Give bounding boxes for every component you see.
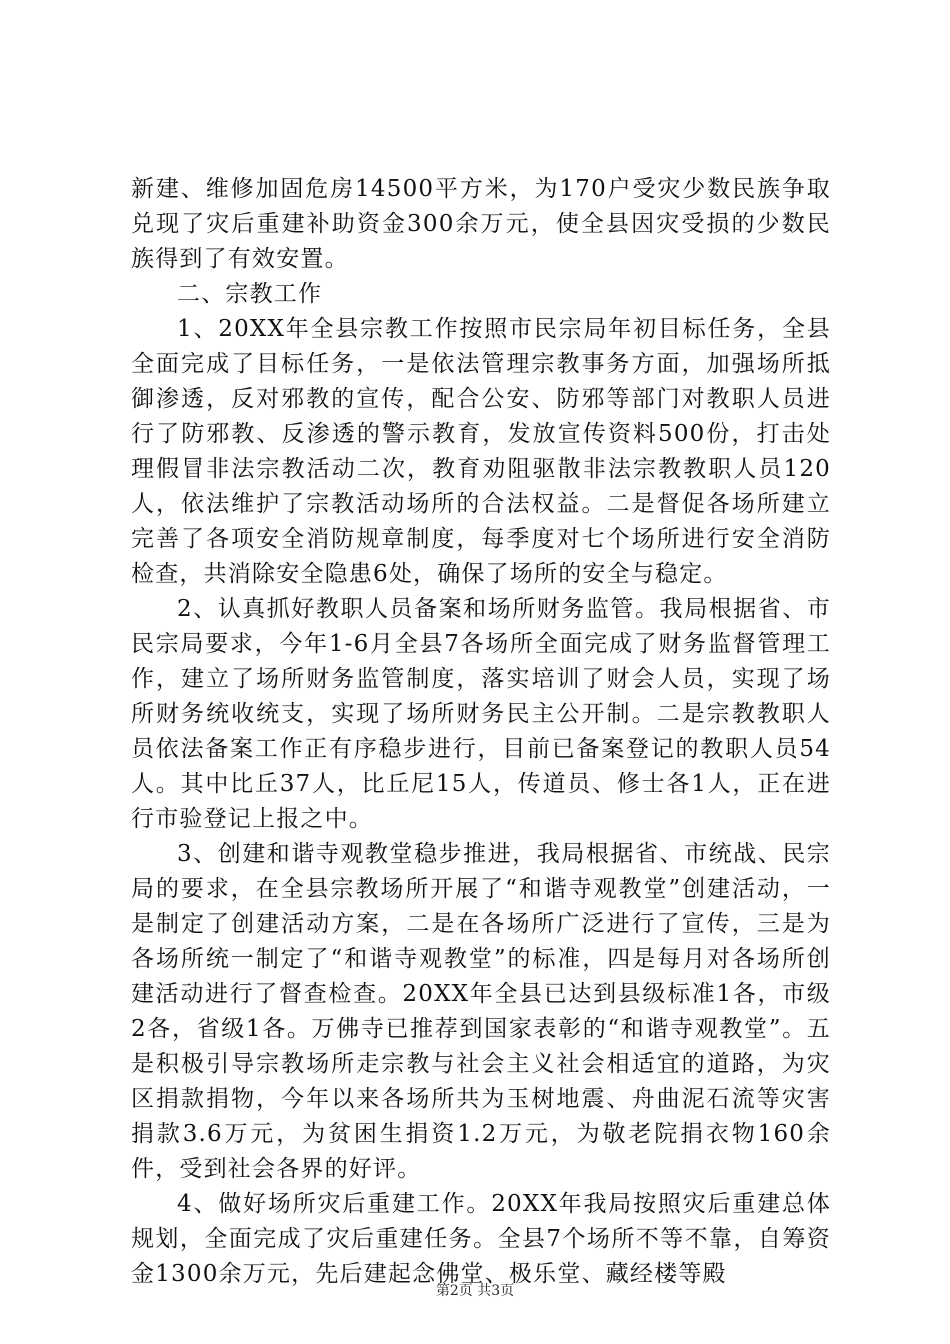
paragraph-item-2: 2、认真抓好教职人员备案和场所财务监管。我局根据省、市民宗局要求，今年1-6月全县7各场所全面完成了财务监督管理工作，建立了场所财务监管制度，落实培训了财会人员，实现了场所财务统收统支，实现了场所财务民主公开制。二是宗教教职人员依法备案工作正有序稳步进行，目前已备案登记的教职人员54人。其中比丘37人，比丘尼15人，传道员、修士各1人，正在进行市验登记上报之中。 — [131, 596, 831, 832]
section-heading-religion: 二、宗教工作 — [177, 281, 323, 307]
paragraph-item-3: 3、创建和谐寺观教堂稳步推进，我局根据省、市统战、民宗局的要求，在全县宗教场所开展了“和谐寺观教堂”创建活动，一是制定了创建活动方案，二是在各场所广泛进行了宣传，三是为各场所统一制定了“和谐寺观教堂”的标准，四是每月对各场所创建活动进行了督查检查。20XX年全县已达到县级标准1各，市级2各，省级1各。万佛寺已推荐到国家表彰的“和谐寺观教堂”。五是积极引导宗教场所走宗教与社会主义社会相适宜的道路，为灾区捐款捐物，今年以来各场所共为玉树地震、舟曲泥石流等灾害捐款3.6万元，为贫困生捐资1.2万元，为敬老院捐衣物160余件，受到社会各界的好评。 — [131, 841, 831, 1182]
paragraph-continuation: 新建、维修加固危房14500平方米，为170户受灾少数民族争取兑现了灾后重建补助资金300余万元，使全县因灾受损的少数民族得到了有效安置。 — [131, 176, 831, 272]
paragraph-item-4: 4、做好场所灾后重建工作。20XX年我局按照灾后重建总体规划，全面完成了灾后重建任务。全县7个场所不等不靠，自筹资金1300余万元，先后建起念佛堂、极乐堂、藏经楼等殿 — [131, 1191, 831, 1287]
paragraph-item-1: 1、20XX年全县宗教工作按照市民宗局年初目标任务，全县全面完成了目标任务，一是依法管理宗教事务方面，加强场所抵御渗透，反对邪教的宣传，配合公安、防邪等部门对教职人员进行了防邪教、反渗透的警示教育，发放宣传资料500份，打击处理假冒非法宗教活动二次，教育劝阻驱散非法宗教教职人员120人，依法维护了宗教活动场所的合法权益。二是督促各场所建立完善了各项安全消防规章制度，每季度对七个场所进行安全消防检查，共消除安全隐患6处，确保了场所的安全与稳定。 — [131, 316, 831, 587]
page-number-footer: 第2页 共3页 — [435, 1283, 515, 1299]
document-body — [131, 172, 831, 1292]
